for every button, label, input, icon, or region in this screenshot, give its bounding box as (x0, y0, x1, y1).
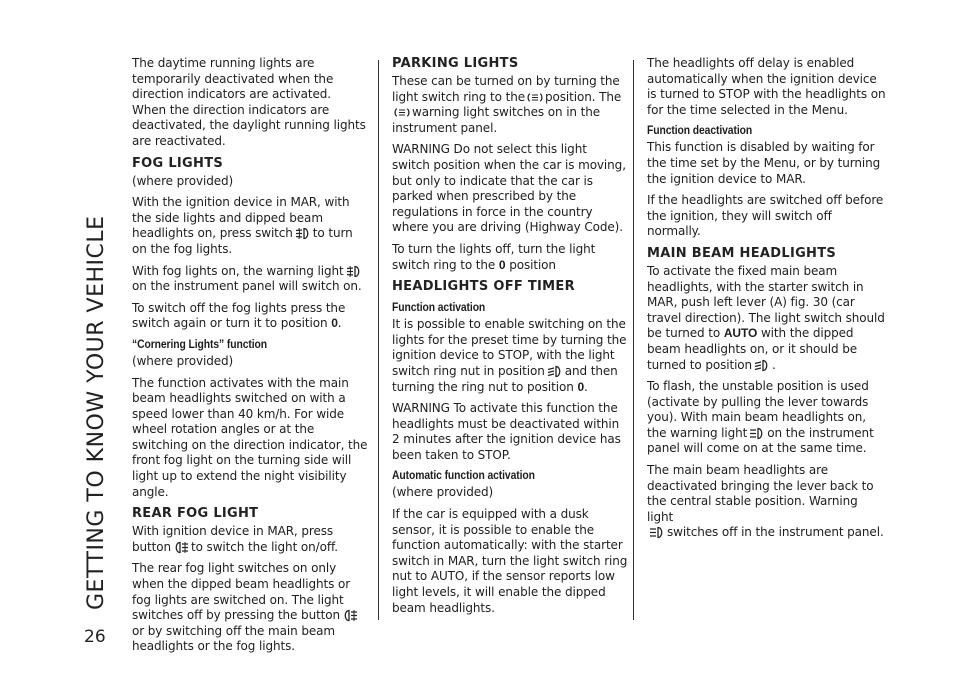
heading-fog-lights: FOG LIGHTS (132, 155, 224, 171)
column-1 (132, 56, 368, 661)
paragraph: (where provided) (132, 173, 234, 188)
main-beam-icon (649, 526, 665, 539)
heading-rear-fog-light: REAR FOG LIGHT (132, 506, 259, 522)
side-lights-icon (527, 91, 543, 104)
paragraph: (where provided) (132, 353, 234, 368)
front-fog-light-icon (295, 227, 311, 240)
paragraph: WARNING To activate this function the headlights must be deactivated within 2 minutes after the ignition device has been taken to STOP. (392, 401, 621, 462)
paragraph: To flash, the unstable position is used (activate by pulling the lever towards you). With main beam headlights on, the warning light on the instrument panel will come on at the same time. (647, 379, 874, 456)
paragraph: It is possible to enable switching on the lights for the preset time by turning the ignition device to STOP, with the light switch ring nut in position and then turning the ring nut to position 0. (392, 317, 627, 394)
paragraph: WARNING Do not select this light switch position when the car is moving, but only to indicate that the car is parked when prescribed by the regulations in force in the country where you are driving (Highway Code). (392, 142, 626, 235)
paragraph: The headlights off delay is enabled automatically when the ignition device is turned to STOP with the headlights on for the time selected in the Menu. (647, 56, 886, 117)
column-divider (378, 60, 379, 620)
heading-headlights-off-timer: HEADLIGHTS OFF TIMER (392, 279, 575, 295)
paragraph: (where provided) (392, 485, 494, 500)
paragraph: The main beam headlights are deactivated bringing the lever back to the central stable position. Warning light switches off in the instrument panel. (647, 463, 884, 540)
heading-parking-lights: PARKING LIGHTS (392, 56, 519, 71)
subheading-function-deactivation: Function deactivation (647, 125, 753, 138)
dipped-beam-icon (547, 365, 563, 378)
paragraph: These can be turned on by turning the light switch ring to the position. The warning light switches on in the instrument panel. (392, 74, 622, 135)
paragraph: To turn the lights off, turn the light switch ring to the 0 position (392, 241, 596, 272)
dipped-beam-icon (754, 359, 770, 372)
paragraph: The daytime running lights are temporarily deactivated when the direction indicators are activated. (132, 56, 334, 102)
paragraph: With fog lights on, the warning light on the instrument panel will switch on. (132, 263, 362, 294)
column-3 (647, 56, 887, 547)
page-number: 26 (84, 627, 106, 647)
paragraph: To activate the fixed main beam headlights, with the starter switch in MAR, push left lever (A) fig. 30 (car travel direction). The light switch should be turned to AUTO with the dipped beam headlights on, or it should be turned to position . (647, 263, 885, 372)
paragraph: This function is disabled by waiting for the time set by the Menu, or by turning the ignition device to MAR. (647, 140, 881, 186)
paragraph: If the car is equipped with a dusk sensor, it is possible to enable the function automatically: with the starter switch in MAR, turn the light switch ring nut to AUTO, if the sensor reports low light levels, it will enable the dipped beam headlights. (392, 507, 628, 615)
column-divider (633, 60, 634, 620)
section-title (82, 50, 118, 610)
subheading-function-activation: Function activation (392, 302, 486, 315)
column-2 (392, 56, 628, 622)
heading-main-beam-headlights: MAIN BEAM HEADLIGHTS (647, 245, 837, 261)
paragraph: When the direction indicators are deactivated, the daylight running lights are reactivated. (132, 102, 366, 148)
front-fog-light-icon (346, 265, 362, 278)
rear-fog-light-icon (342, 609, 358, 622)
section-title-text: GETTING TO KNOW YOUR VEHICLE (84, 215, 109, 610)
paragraph: With the ignition device in MAR, with the side lights and dipped beam headlights on, press switch to turn on the fog lights. (132, 195, 353, 256)
rear-fog-light-icon (173, 541, 189, 554)
subheading-automatic-activation: Automatic function activation (392, 470, 535, 483)
paragraph: The rear fog light switches on only when the dipped beam headlights or fog lights are switched on. The light switches off by pressing the button or by switching off the main beam headlights or the fog lights. (132, 561, 368, 655)
paragraph: If the headlights are switched off before the ignition, they will switch off normally. (647, 193, 884, 239)
main-beam-icon (749, 427, 765, 440)
paragraph: With ignition device in MAR, press button to switch the light on/off. (132, 524, 338, 554)
paragraph: The function activates with the main beam headlights switched on with a speed lower than 40 km/h. For wide wheel rotation angles or at the switching on the direction indicator, the front fog light on the turning side will light up to extend the night visibility angle. (132, 375, 368, 499)
subheading-cornering-lights: “Cornering Lights” function (132, 338, 267, 351)
paragraph: To switch off the fog lights press the switch again or turn it to position 0. (132, 300, 346, 331)
side-lights-icon (394, 106, 410, 119)
